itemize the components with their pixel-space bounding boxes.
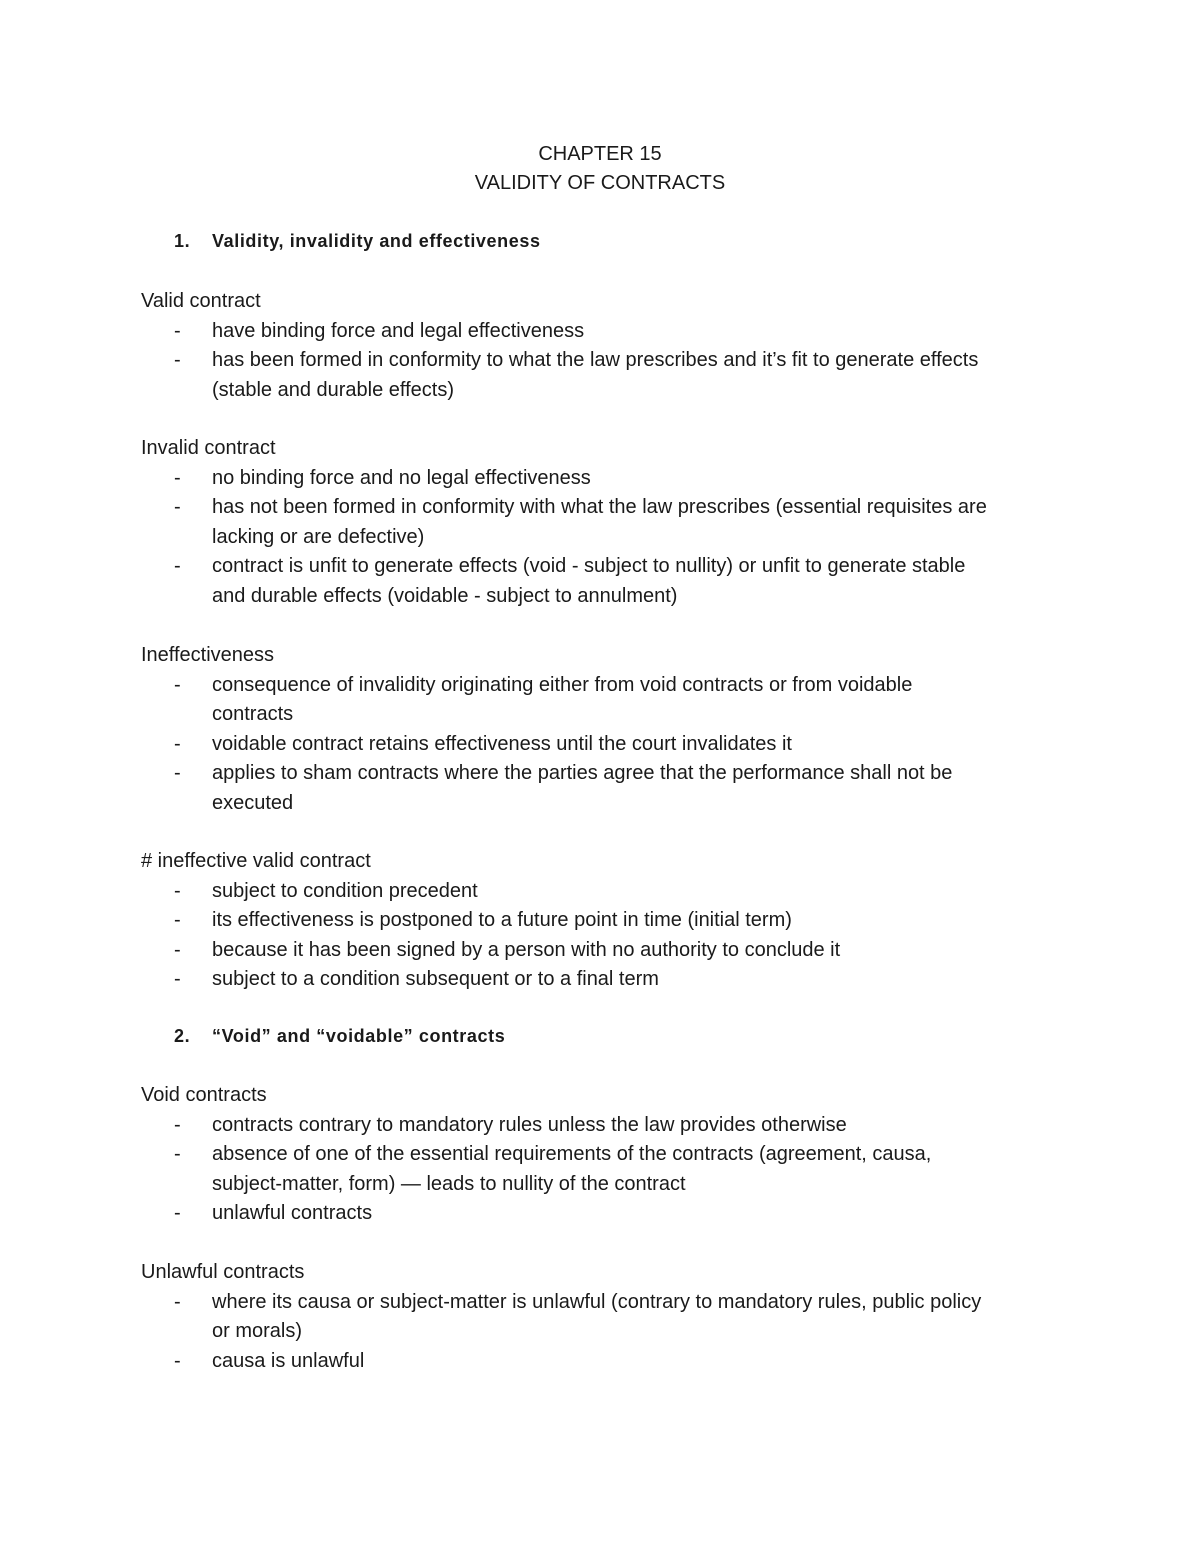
bullet-item — [174, 320, 1074, 350]
chapter-title: VALIDITY OF CONTRACTS — [474, 172, 726, 194]
bullet-dash: - — [174, 879, 181, 902]
bullet-text-line: voidable contract retains effectiveness until the court invalidates it — [212, 732, 792, 755]
bullet-text-line: subject-matter, form) — leads to nullity of the contract — [212, 1172, 686, 1195]
bullet-item — [174, 1291, 1074, 1350]
bullet-item — [174, 733, 1074, 763]
bullet-dash: - — [174, 1143, 181, 1166]
bullet-item — [174, 1114, 1074, 1144]
bullet-item — [174, 1350, 1074, 1380]
group-label: Void contracts — [141, 1084, 267, 1106]
bullet-text-line: absence of one of the essential requirements of the contracts (agreement, causa, — [212, 1143, 932, 1166]
bullet-text-line: unlawful contracts — [212, 1202, 373, 1225]
bullet-text-line: contracts — [212, 703, 294, 726]
bullet-item — [174, 909, 1074, 939]
bullet-dash: - — [174, 1349, 181, 1372]
section-title: Validity, invalidity and effectiveness — [212, 231, 541, 251]
bullet-text-line: no binding force and no legal effectiveness — [212, 466, 591, 489]
group-label: # ineffective valid contract — [141, 850, 371, 872]
bullet-item — [174, 939, 1074, 969]
bullet-text-line: applies to sham contracts where the parties agree that the performance shall not be — [212, 762, 953, 785]
bullet-text-line: and durable effects (voidable - subject to annulment) — [212, 584, 678, 607]
bullet-text-line: subject to condition precedent — [212, 879, 478, 902]
bullet-item — [174, 674, 1074, 733]
chapter-number: CHAPTER 15 — [538, 143, 662, 165]
bullet-text-line: subject to a condition subsequent or to a final term — [212, 968, 659, 991]
group-label: Unlawful contracts — [141, 1261, 305, 1283]
group-label: Invalid contract — [141, 437, 276, 459]
bullet-item — [174, 762, 1074, 821]
section-title: “Void” and “voidable” contracts — [212, 1026, 506, 1046]
bullet-dash: - — [174, 938, 181, 961]
bullet-dash: - — [174, 466, 181, 489]
bullet-item — [174, 349, 1074, 408]
bullet-item — [174, 496, 1074, 555]
bullet-dash: - — [174, 319, 181, 342]
section-number: 1. — [174, 231, 191, 251]
bullet-text-line: causa is unlawful — [212, 1349, 365, 1372]
section-number: 2. — [174, 1026, 191, 1046]
bullet-text-line: have binding force and legal effectiveness — [212, 319, 585, 342]
bullet-item — [174, 968, 1074, 998]
bullet-dash: - — [174, 1290, 181, 1313]
bullet-text-line: has been formed in conformity to what the law prescribes and it’s fit to generate effects — [212, 349, 979, 372]
bullet-dash: - — [174, 496, 181, 519]
bullet-text-line: has not been formed in conformity with what the law prescribes (essential requisites are — [212, 496, 987, 519]
bullet-text-line: consequence of invalidity originating either from void contracts or from voidable — [212, 673, 913, 696]
bullet-item — [174, 1202, 1074, 1232]
bullet-text-line: because it has been signed by a person with no authority to conclude it — [212, 938, 841, 961]
group-label: Valid contract — [141, 290, 261, 312]
bullet-dash: - — [174, 909, 181, 932]
bullet-dash: - — [174, 762, 181, 785]
bullet-dash: - — [174, 1202, 181, 1225]
bullet-text-line: (stable and durable effects) — [212, 378, 455, 401]
bullet-text-line: where its causa or subject-matter is unlawful (contrary to mandatory rules, public policy — [212, 1290, 982, 1313]
bullet-dash: - — [174, 673, 181, 696]
bullet-dash: - — [174, 555, 181, 578]
section-heading — [174, 231, 541, 252]
bullet-text-line: contract is unfit to generate effects (void - subject to nullity) or unfit to generate stable — [212, 555, 966, 578]
bullet-text-line: its effectiveness is postponed to a future point in time (initial term) — [212, 909, 792, 932]
bullet-item — [174, 467, 1074, 497]
bullet-text-line: contracts contrary to mandatory rules unless the law provides otherwise — [212, 1113, 847, 1136]
bullet-dash: - — [174, 732, 181, 755]
bullet-item — [174, 880, 1074, 910]
group-label: Ineffectiveness — [141, 644, 275, 666]
bullet-dash: - — [174, 1113, 181, 1136]
bullet-text-line: executed — [212, 791, 294, 814]
bullet-dash: - — [174, 349, 181, 372]
bullet-item — [174, 555, 1074, 614]
bullet-dash: - — [174, 968, 181, 991]
bullet-text-line: lacking or are defective) — [212, 525, 425, 548]
bullet-item — [174, 1143, 1074, 1202]
bullet-text-line: or morals) — [212, 1320, 303, 1343]
section-heading — [174, 1026, 505, 1047]
